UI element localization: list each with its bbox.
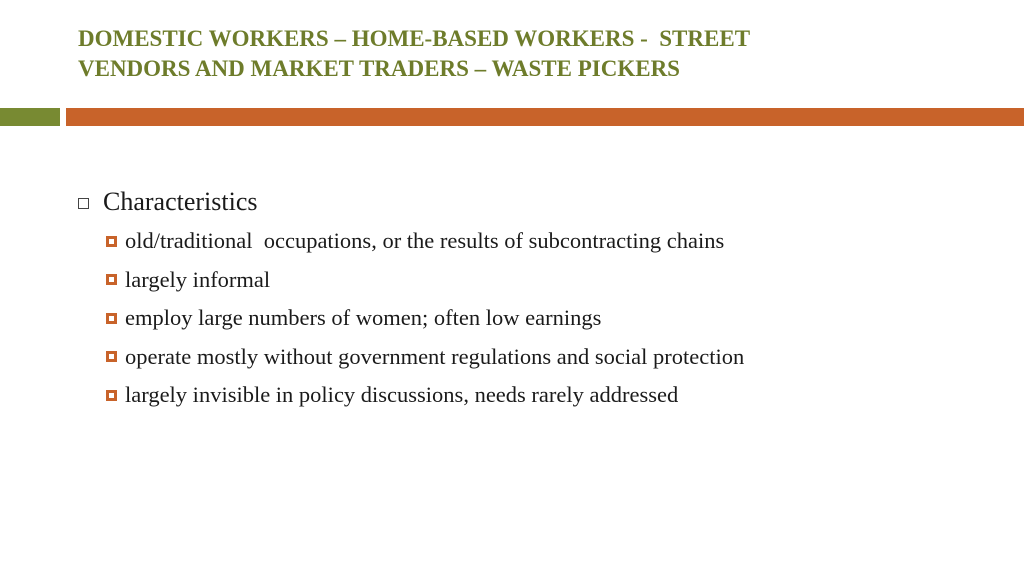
bullet-text-characteristics: Characteristics (103, 187, 258, 216)
sub-bullet-text: old/traditional occupations, or the results of subcontracting chains (125, 228, 725, 254)
filled-square-bullet-icon (106, 236, 117, 247)
slide-title (78, 24, 938, 84)
slide-content (78, 182, 978, 415)
bullet-item-characteristics (78, 182, 978, 222)
sub-bullet-text: employ large numbers of women; often low earnings (125, 305, 602, 331)
filled-square-bullet-icon (106, 390, 117, 401)
hollow-square-bullet-icon (78, 198, 89, 209)
sub-bullet-text: largely invisible in policy discussions, needs rarely addressed (125, 382, 679, 408)
sub-bullet-text: operate mostly without government regulations and social protection (125, 343, 745, 369)
sub-bullet-text: largely informal (125, 266, 271, 292)
filled-square-bullet-icon (106, 274, 117, 285)
sub-bullet-item (106, 376, 978, 415)
title-divider-bar-left (0, 108, 60, 126)
sub-bullet-list (78, 222, 978, 415)
sub-bullet-item (106, 299, 978, 338)
title-divider-bar-right (66, 108, 1024, 126)
sub-bullet-item (106, 261, 978, 300)
filled-square-bullet-icon (106, 313, 117, 324)
slide-title-line-2: VENDORS AND MARKET TRADERS – WASTE PICKERS (78, 56, 680, 81)
sub-bullet-item (106, 338, 978, 377)
slide-title-line-1: DOMESTIC WORKERS – HOME-BASED WORKERS - STREET (78, 26, 751, 51)
sub-bullet-item (106, 222, 978, 261)
filled-square-bullet-icon (106, 351, 117, 362)
